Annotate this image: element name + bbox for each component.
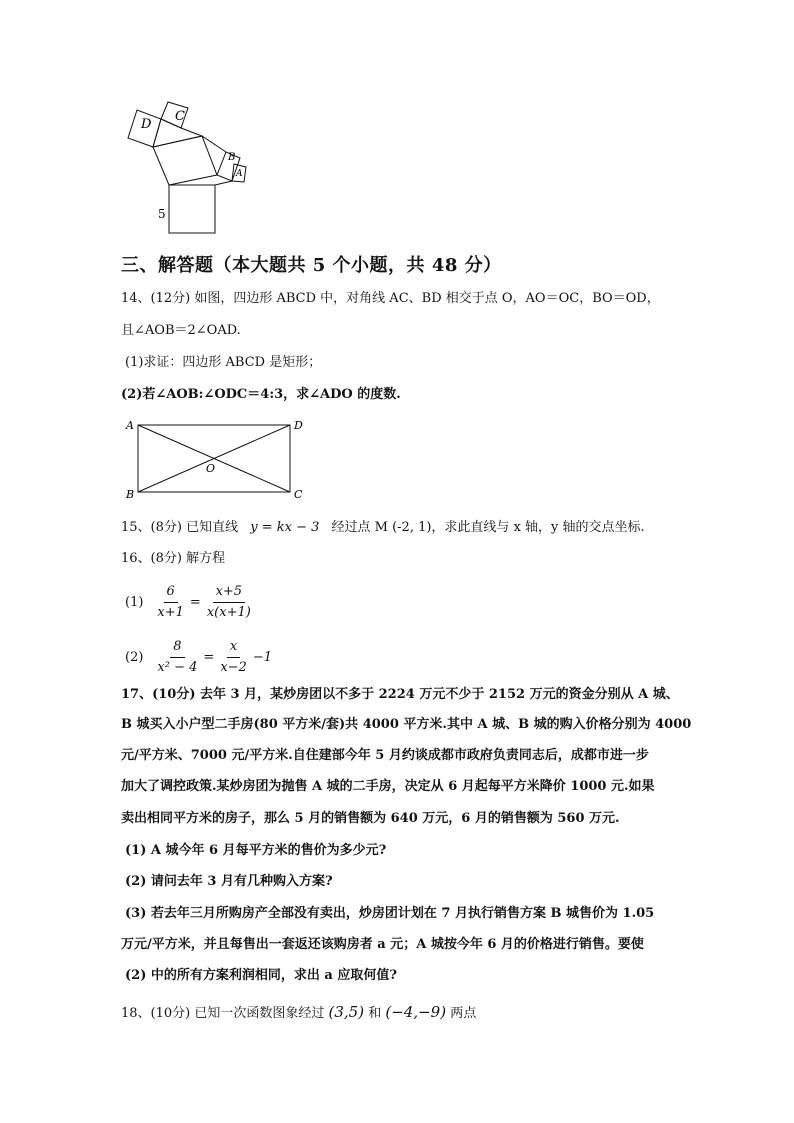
- square-middle: [153, 136, 217, 185]
- q16-eq1-label: (1): [125, 594, 144, 610]
- label-b: B: [126, 488, 135, 501]
- q14-part2: (2)若∠AOB:∠ODC＝4:3，求∠ADO 的度数.: [121, 387, 401, 402]
- equals-sign: =: [203, 649, 215, 665]
- q18-point-2: (−4,−9): [385, 1003, 447, 1021]
- q17-line-4: 加大了调控政策.某炒房团为抛售 A 城的二手房，决定从 6 月起每平方米降价 1000 元.如果: [121, 779, 655, 794]
- q14-part1: (1)求证：四边形 ABCD 是矩形；: [125, 355, 322, 370]
- section-3-title: 三、解答题（本大题共 5 个小题，共 48 分）: [121, 255, 502, 276]
- q16-equation-1: [125, 583, 257, 622]
- denominator: x² − 4: [157, 660, 198, 675]
- denominator: x−2: [220, 660, 247, 675]
- label-a: A: [236, 169, 243, 179]
- q16-eq1-left-fraction: [154, 583, 187, 622]
- q16-eq1-right-fraction: [204, 583, 254, 622]
- denominator: x(x+1): [206, 605, 251, 620]
- q18-tail: 两点: [450, 1006, 477, 1021]
- q16-eq2-left-fraction: [154, 638, 200, 677]
- numerator: x: [227, 638, 240, 658]
- q14-line2: 且∠AOB＝2∠OAD.: [121, 323, 241, 338]
- label-c: C: [294, 488, 303, 501]
- label-5: 5: [158, 207, 166, 221]
- q17-part-2: (2) 请问去年 3 月有几种购入方案?: [125, 874, 333, 889]
- q16-eq2-label: (2): [125, 649, 144, 665]
- q17-part-1: (1) A 城今年 6 月每平方米的售价为多少元?: [125, 843, 387, 858]
- label-b: B: [228, 152, 236, 163]
- denominator: x+1: [157, 605, 184, 620]
- q16-header: 16、(8分) 解方程: [121, 551, 226, 566]
- numerator: x+5: [213, 583, 246, 603]
- label-a: A: [126, 419, 134, 432]
- q17-part-3-cont: 万元/平方米，并且每售出一套返还该购房者 a 元；A 城按今年 6 月的价格进行销售。要使: [121, 937, 644, 952]
- q18-mid: 和: [368, 1006, 382, 1021]
- q17-line-3: 元/平方米、7000 元/平方米.自住建部今年 5 月约谈成都市政府负责同志后，成都市进一步: [121, 748, 649, 763]
- label-d: D: [141, 117, 152, 132]
- q16-eq2-tail: −1: [252, 649, 272, 665]
- square-5: [169, 185, 215, 233]
- q15-line: [121, 519, 645, 537]
- q14-line1: 14、(12分) 如图，四边形 ABCD 中，对角线 AC、BD 相交于点 O，AO＝OC，BO＝OD，: [121, 291, 660, 306]
- q18-point-1: (3,5): [328, 1003, 365, 1021]
- q17-part-3: (3) 若去年三月所购房产全部没有卖出，炒房团计划在 7 月执行销售方案 B 城售价为 1.05: [125, 906, 655, 921]
- numerator: 8: [170, 638, 184, 658]
- q16-equation-2: [125, 638, 272, 677]
- pythagorean-squares-figure: [120, 98, 260, 236]
- numerator: 6: [164, 583, 178, 603]
- q16-eq2-right-fraction: [217, 638, 250, 677]
- q17-line-5: 卖出相同平方米的房子，那么 5 月的销售额为 640 万元，6 月的销售额为 560 万元.: [121, 811, 620, 826]
- q15-suffix: 经过点 M (-2, 1)，求此直线与 x 轴，y 轴的交点坐标.: [331, 520, 645, 535]
- q18-line: [121, 1003, 476, 1023]
- label-c: C: [175, 109, 185, 124]
- label-o: O: [206, 462, 216, 475]
- equals-sign: =: [189, 594, 201, 610]
- label-d: D: [294, 419, 303, 432]
- q18-text: 18、(10分) 已知一次函数图象经过: [121, 1006, 325, 1021]
- q15-equation: y = kx − 3: [250, 520, 320, 535]
- q17-line-1: 17、(10分) 去年 3 月，某炒房团以不多于 2224 万元不少于 2152 万元的资金分别从 A 城、: [121, 687, 679, 702]
- q17-part-3-cont2: (2) 中的所有方案利润相同，求出 a 应取何值?: [125, 968, 397, 983]
- q15-prefix: 15、(8分) 已知直线: [121, 520, 239, 535]
- q17-line-2: B 城买入小户型二手房(80 平方米/套)共 4000 平方米.其中 A 城、B 城的购入价格分别为 4000: [121, 717, 692, 732]
- rectangle-abcd-figure: [120, 416, 310, 504]
